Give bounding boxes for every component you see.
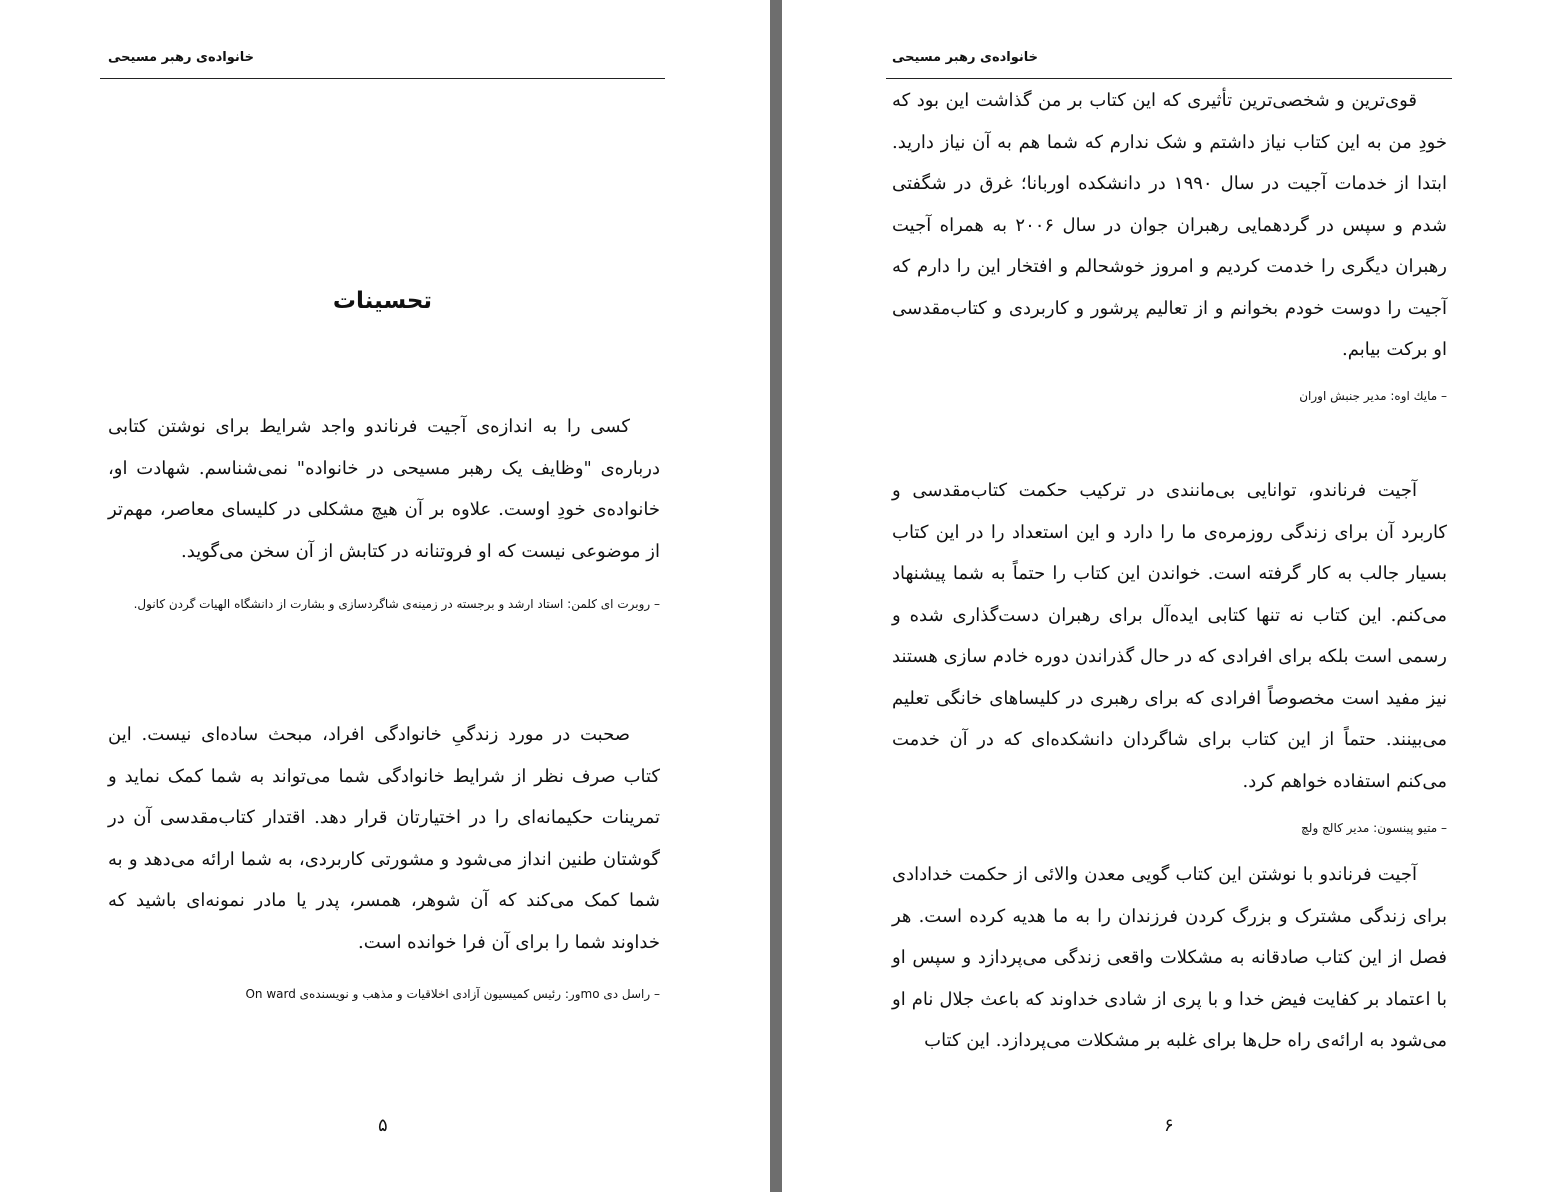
endorsement-paragraph xyxy=(108,406,660,572)
endorsement-paragraph xyxy=(892,470,1447,802)
paragraph-text: قوی‌ترین و شخصی‌ترین تأثیری که این کتاب بر من گذاشت این بود که خودِ من به این کتاب نیاز داشتم و شک ندارم که شما هم به آن نیاز دارید. ابتدا از خدمات آجیت در سال ۱۹۹۰ در دانشکده اوربانا؛ غرق در شگفتی شدم و سپس در گردهمایی رهبران جوان در سال ۲۰۰۶ به همراه آجیت رهبران دیگری را خدمت کردیم و امروز خوشحالم و افتخار این را دارم که آجیت را دوست خودم بخوانم و از تعالیم پرشور و کاربردی و کتاب‌مقدسی او برکت بیابم. xyxy=(892,90,1447,360)
paragraph-text: آجیت فرناندو با نوشتن این کتاب گویی معدن والائی از حکمت خدادادی برای زندگی مشترک و بزرگ کردن فرزندان را به ما هدیه کرده است. هر فصل از این کتاب صادقانه به مشکلات واقعی زندگی می‌پردازد و سپس او با اعتماد بر کفایت فیض خدا و با پری از شادی خداوند که باعث جلال نام او می‌شود به ارائه‌ی راه حل‌ها برای غلبه بر مشکلات می‌پردازد. این کتاب xyxy=(892,864,1447,1051)
header-rule xyxy=(100,78,665,79)
running-head: خانواده‌ی رهبر مسیحی xyxy=(892,50,1039,65)
endorsement-attribution: – روبرت ای کلمن: استاد ارشد و برجسته در زمینه‌ی شاگردسازی و بشارت از دانشگاه الهیات گردن کانول. xyxy=(133,597,660,611)
endorsement-paragraph xyxy=(892,854,1447,1062)
paragraph-text: آجیت فرناندو، توانایی بی‌مانندی در ترکیب حکمت کتاب‌مقدسی و کاربرد آن برای زندگی روزمره‌ی ما را دارد و این استعداد را در این کتاب بسیار جالب به کار گرفته است. خواندن این کتاب را حتماً به شما پیشنهاد می‌کنم. این کتاب نه تنها کتابی ایده‌آل برای رهبران دست‌گذاری شده و رسمی است بلکه برای افرادی که در حال گذراندن دوره خادم سازی هستند نیز مفید است مخصوصاً افرادی که برای رهبری در کلیساهای خانگی تعلیم می‌بینند. حتماً از این کتاب برای شاگردان دانشکده‌ای که در آن خدمت می‌کنم استفاده خواهم کرد. xyxy=(892,480,1447,792)
header-rule xyxy=(886,78,1452,79)
right-page xyxy=(782,0,1555,1192)
paragraph-text: صحبت در مورد زندگیِ خانوادگی افراد، مبحث ساده‌ای نیست. این کتاب صرف نظر از شرایط خانوادگی شما می‌تواند به شما کمک نماید و تمرینات حکیمانه‌ای را در اختیارتان قرار دهد. اقتدار کتاب‌مقدسی آن در گوشتان طنین انداز می‌شود و مشورتی کاربردی، به شما ارائه می‌دهد و به شما کمک می‌کند که آن شوهر، همسر، پدر یا مادر نمونه‌ای باشید که خداوند شما را برای آن فرا خوانده است. xyxy=(108,724,660,953)
page-gutter xyxy=(770,0,782,1192)
endorsement-attribution: – مایك اوه: مدیر جنبش اوران xyxy=(1299,389,1447,403)
page-number: ۶ xyxy=(1164,1115,1174,1136)
chapter-title: تحسینات xyxy=(332,288,433,314)
endorsement-attribution: – راسل دی moور: رئیس کمیسیون آزادی اخلاقیات و مذهب و نویسنده‌ی On ward xyxy=(245,987,660,1001)
endorsement-paragraph xyxy=(892,80,1447,371)
left-page xyxy=(0,0,770,1192)
paragraph-text: کسی را به اندازه‌ی آجیت فرناندو واجد شرایط برای نوشتن کتابی درباره‌ی "وظایف یک رهبر مسیحی در خانواده" نمی‌شناسم. شهادت او، خانواده‌ی خودِ اوست. علاوه بر آن هیچ مشکلی در کلیسای معاصر، مهم‌تر از موضوعی نیست که او فروتنانه در کتابش از آن سخن می‌گوید. xyxy=(108,416,660,562)
page-number: ۵ xyxy=(378,1115,388,1136)
endorsement-paragraph xyxy=(108,714,660,963)
endorsement-attribution: – متیو پینسون: مدیر كالج ولچ xyxy=(1301,821,1447,835)
running-head: خانواده‌ی رهبر مسیحی xyxy=(108,50,255,65)
